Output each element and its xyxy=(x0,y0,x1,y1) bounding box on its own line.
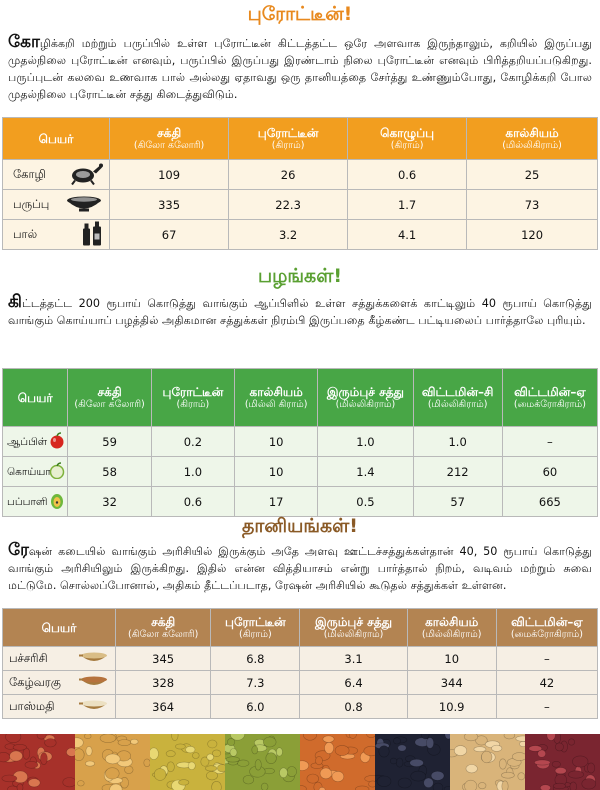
beans-photo-strip xyxy=(0,734,600,790)
milk-bottle-icon xyxy=(81,220,103,249)
cell: 3.1 xyxy=(300,647,407,671)
cell: 0.6 xyxy=(151,487,234,517)
row-label: பால் xyxy=(13,226,38,241)
fruits-paragraph xyxy=(0,294,600,329)
protein-title: புரோட்டீன்! xyxy=(247,3,353,25)
row-label: பச்சரிசி xyxy=(9,650,48,665)
cell: 364 xyxy=(116,695,211,719)
grains-title: தானியங்கள்! xyxy=(242,515,358,537)
cell: 1.0 xyxy=(413,427,502,457)
bean-pile-5 xyxy=(300,734,375,790)
cell: 1.0 xyxy=(318,427,413,457)
bean-pile-4 xyxy=(225,734,300,790)
table-row xyxy=(3,160,598,190)
cell: 6.0 xyxy=(211,695,300,719)
col-name: பெயர் xyxy=(3,118,110,160)
cell: 3.2 xyxy=(229,220,348,250)
cell: 26 xyxy=(229,160,348,190)
fruits-table-header: பெயர் சக்தி (கிலோ கலோரி) புரோட்டீன் (கிராம்) கால்சியம் (மில்லி கிராம்) இரும்புச் சத்து (மில்லிகிராம்) விட்டமின்–சி (மில்லிகிராம்) விட்டமின்–ஏ (மைக்ரோகிராம்) xyxy=(3,369,598,427)
row-label: கேழ்வரகு xyxy=(9,674,61,689)
cell: 335 xyxy=(110,190,229,220)
table-row xyxy=(3,220,598,250)
table-row xyxy=(3,671,598,695)
bean-pile-2 xyxy=(75,734,150,790)
cell: 328 xyxy=(116,671,211,695)
cell: 10.9 xyxy=(407,695,496,719)
cell: – xyxy=(496,647,597,671)
cell: 0.5 xyxy=(318,487,413,517)
fruits-text: ட்டத்தட்ட 200 ரூபாய் கொடுத்து வாங்கும் ஆப்பிளில் உள்ள சத்துக்களைக் காட்டிலும் 40 ரூபாய் கொடுத்து வாங்கும் கொய்யாப் பழத்தில் அதிகமான சத்துக்கள் நிரம்பி இருப்பதை கீழ்கண்ட பட்டியலைப் பார்த்தாலே புரியும். xyxy=(8,297,592,327)
fruits-table xyxy=(2,368,598,517)
cell: 32 xyxy=(68,487,151,517)
cell: 6.8 xyxy=(211,647,300,671)
cell: 42 xyxy=(496,671,597,695)
cell: 7.3 xyxy=(211,671,300,695)
fruits-drop-letter: கி xyxy=(8,292,22,312)
cell: 57 xyxy=(413,487,502,517)
protein-drop-letter: கோ xyxy=(8,32,40,52)
cell: 0.8 xyxy=(300,695,407,719)
cell: 58 xyxy=(68,457,151,487)
cell: 1.7 xyxy=(348,190,467,220)
col-protein: புரோட்டீன் (கிராம்) xyxy=(229,118,348,160)
cell: 59 xyxy=(68,427,151,457)
cell: 10 xyxy=(235,427,318,457)
grains-drop-letter: ரே xyxy=(8,540,29,560)
col-calcium: கால்சியம் (மில்லிகிராம்) xyxy=(467,118,598,160)
bean-pile-8 xyxy=(525,734,600,790)
chicken-icon xyxy=(69,161,103,188)
cell: 212 xyxy=(413,457,502,487)
cell: 67 xyxy=(110,220,229,250)
cell: – xyxy=(496,695,597,719)
cell: 4.1 xyxy=(348,220,467,250)
guava-icon xyxy=(49,462,65,482)
apple-icon xyxy=(49,432,65,452)
cell: 25 xyxy=(467,160,598,190)
protein-text: ழிக்கறி மற்றும் பருப்பில் உள்ள புரோட்டீன் கிட்டத்தட்ட ஒரே அளவாக இருந்தாலும், கறியில் இருப்பது முதல்நிலை புரோட்டீன் எனவும், பருப்பில் இருப்பது இரண்டாம் நிலை புரோட்டீன் எனவும் பிரித்தறியப்படுகிறது. பருப்புடன் கலவை உணவாக பால் அல்லது ஏதாவது ஒரு தானியத்தை சேர்த்து உண்ணும்போது, கோழிக்கறி போல முதல்நிலை புரோட்டீன் சத்து கிடைத்துவிடும். xyxy=(8,37,592,101)
cell: 120 xyxy=(467,220,598,250)
cell: 22.3 xyxy=(229,190,348,220)
protein-paragraph xyxy=(0,34,600,103)
papaya-icon xyxy=(49,491,65,512)
table-row xyxy=(3,190,598,220)
fruits-section xyxy=(0,264,600,509)
cell: – xyxy=(502,427,597,457)
lentil-bowl-icon xyxy=(65,193,103,216)
col-energy: சக்தி (கிலோ கலோரி) xyxy=(110,118,229,160)
cell: 345 xyxy=(116,647,211,671)
grains-text: ஷன் கடையில் வாங்கும் அரிசியில் இருக்கும் அதே அளவு ஊட்டச்சத்துக்கள்தான் 40, 50 ரூபாய் கொடுத்து வாங்கும் அரிசியிலும் இருக்கிறது. இதில் என்ன வித்தியாசம் என்று பார்த்தால் நிறம், வடிவம் மற்றும் சுவை மட்டுமே. சொல்லப்போனால், அதிகம் தீட்டப்படாத, ரேஷன் அரிசியில் கூடுதல் சத்துக்கள் உள்ளன. xyxy=(8,545,592,592)
grains-section xyxy=(0,514,600,714)
cell: 10 xyxy=(407,647,496,671)
grains-paragraph xyxy=(0,542,600,594)
grains-table xyxy=(2,608,598,719)
cell: 60 xyxy=(502,457,597,487)
cell: 1.0 xyxy=(151,457,234,487)
table-row xyxy=(3,457,598,487)
table-row xyxy=(3,695,598,719)
grains-table-header: பெயர் சக்தி (கிலோ கலோரி) புரோட்டீன் (கிராம்) இரும்புச் சத்து (மில்லிகிராம்) கால்சியம் (மில்லிகிராம்) விட்டமின்–ஏ (மைக்ரோகிராம்) xyxy=(3,609,598,647)
cell: 0.6 xyxy=(348,160,467,190)
bean-pile-6 xyxy=(375,734,450,790)
table-row xyxy=(3,487,598,517)
bean-pile-3 xyxy=(150,734,225,790)
cell: 1.4 xyxy=(318,457,413,487)
fruits-title: பழங்கள்! xyxy=(257,265,343,287)
cell: 665 xyxy=(502,487,597,517)
cell: 73 xyxy=(467,190,598,220)
grain-scoop-icon xyxy=(79,674,109,691)
row-label: பப்பாளி xyxy=(7,495,48,508)
col-fat: கொழுப்பு (கிராம்) xyxy=(348,118,467,160)
cell: 10 xyxy=(235,457,318,487)
row-label: பருப்பு xyxy=(13,196,50,211)
cell: 109 xyxy=(110,160,229,190)
cell: 17 xyxy=(235,487,318,517)
bean-pile-1 xyxy=(0,734,75,790)
grain-scoop-icon xyxy=(79,650,109,667)
cell: 344 xyxy=(407,671,496,695)
row-label: ஆப்பிள் xyxy=(7,435,48,448)
row-label: பாஸ்மதி xyxy=(9,698,55,713)
protein-table-header xyxy=(3,118,598,160)
grain-scoop-icon xyxy=(79,698,109,715)
row-label: கோழி xyxy=(13,166,46,181)
table-row xyxy=(3,647,598,671)
protein-table xyxy=(2,117,598,250)
cell: 0.2 xyxy=(151,427,234,457)
cell: 6.4 xyxy=(300,671,407,695)
table-row xyxy=(3,427,598,457)
row-label: கொய்யா xyxy=(7,465,51,478)
bean-pile-7 xyxy=(450,734,525,790)
protein-section xyxy=(0,0,600,242)
